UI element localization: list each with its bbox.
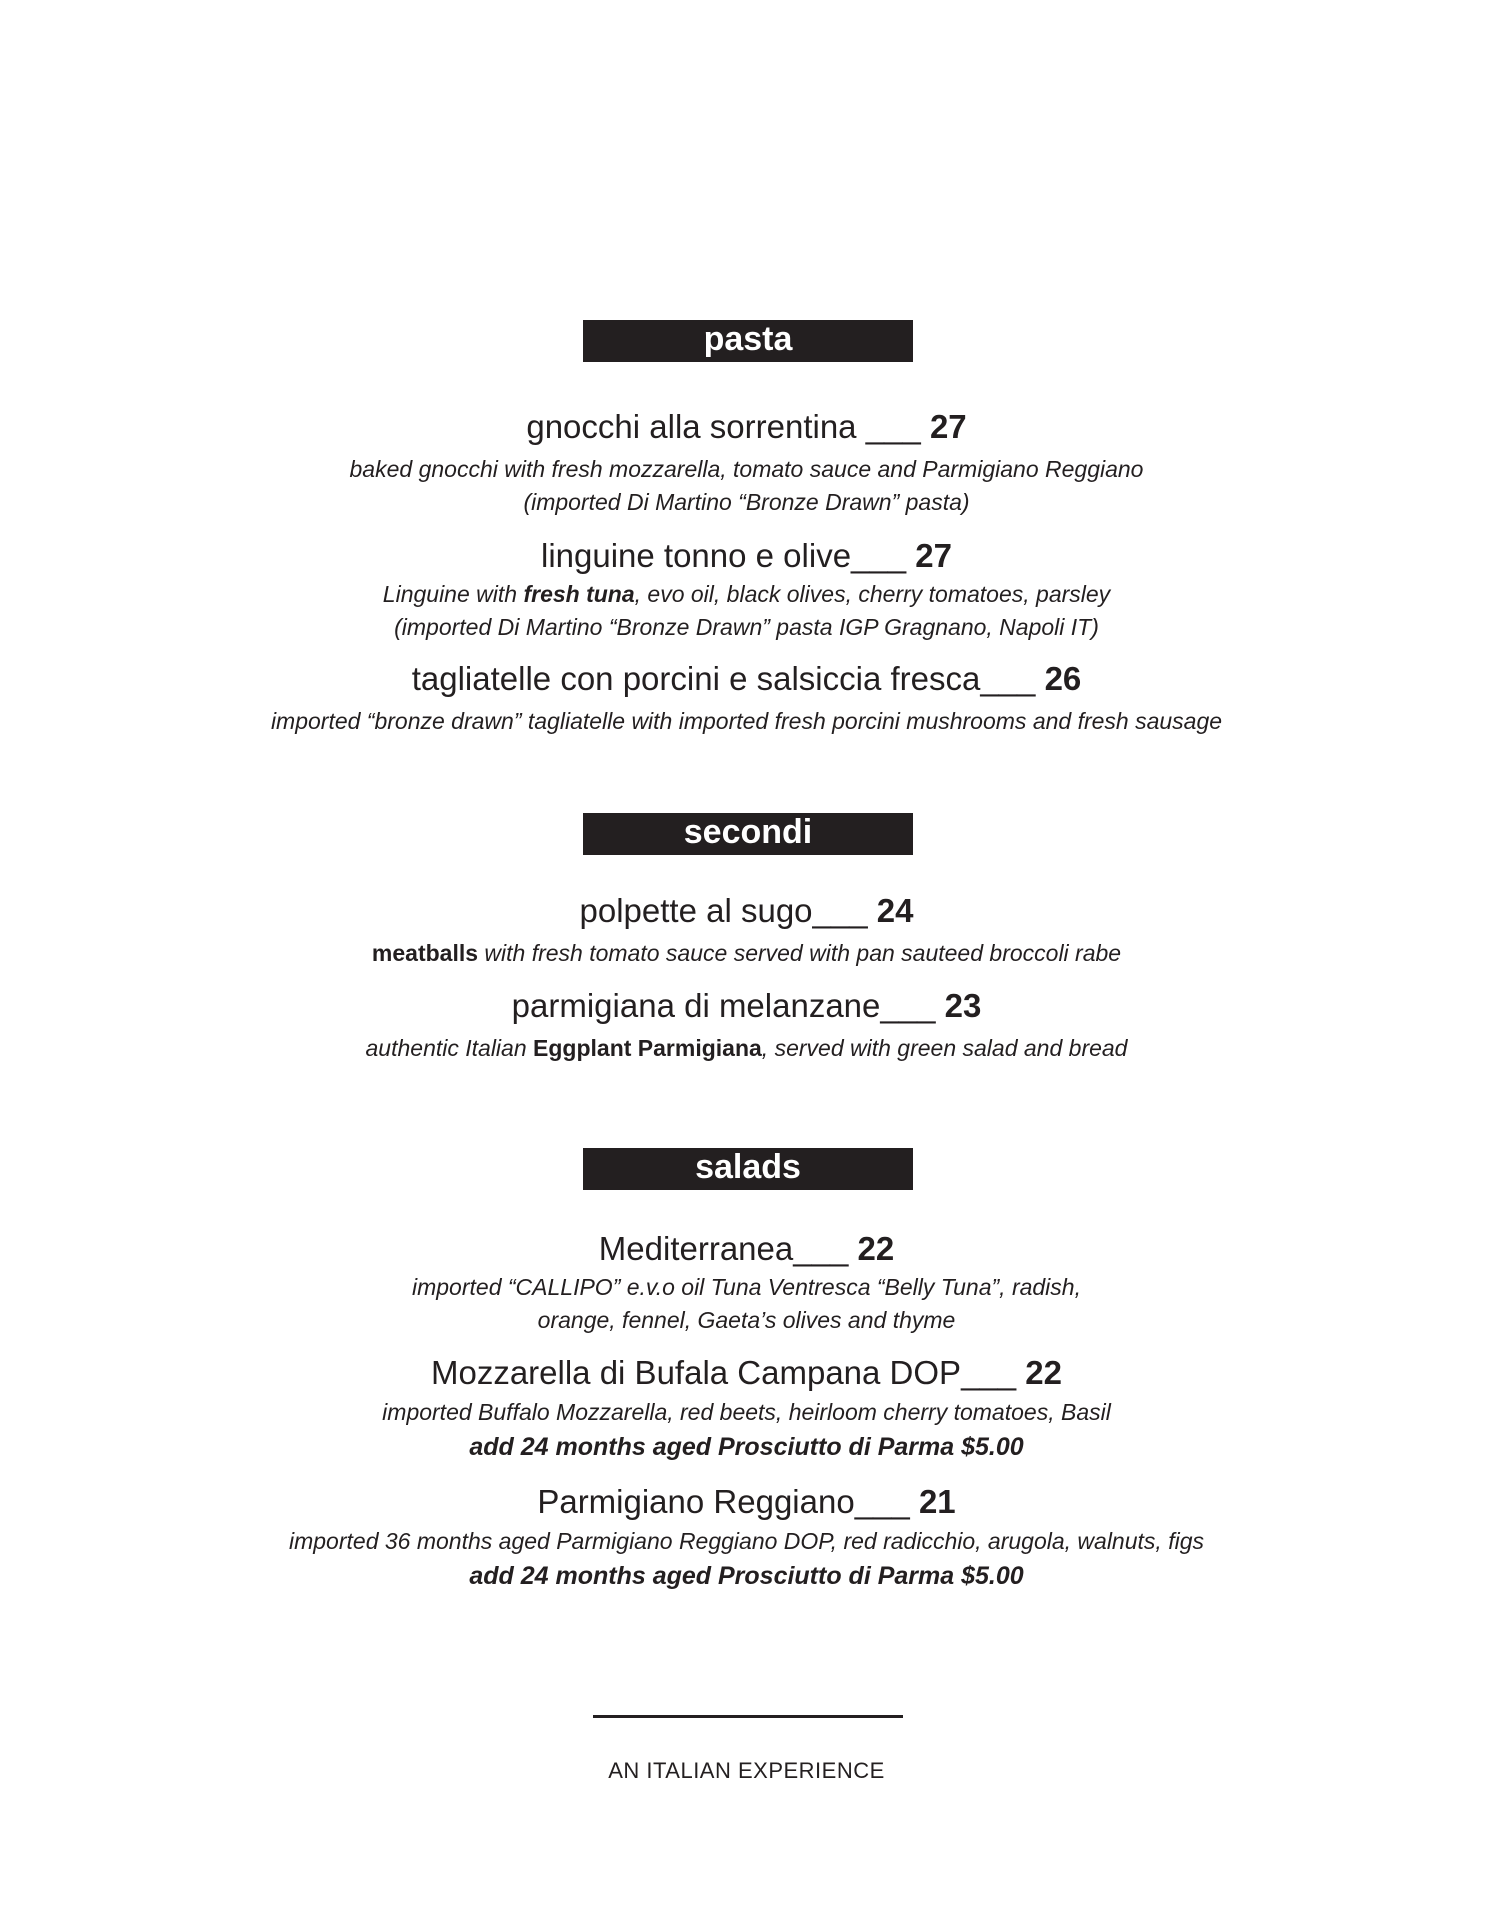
- dish-price: 24: [876, 892, 914, 929]
- footer-divider: [593, 1715, 903, 1718]
- dish-name: parmigiana di melanzane___: [511, 987, 945, 1024]
- dish-name: gnocchi alla sorrentina ___: [526, 408, 930, 445]
- dish-tagliatelle-porcini: [0, 659, 1493, 699]
- dish-description: imported “bronze drawn” tagliatelle with imported fresh porcini mushrooms and fresh sausage: [270, 708, 1223, 734]
- dish-parmigiano-reggiano: [0, 1482, 1493, 1522]
- section-header-pasta: pasta: [583, 320, 913, 362]
- footer-tagline: AN ITALIAN EXPERIENCE: [608, 1758, 885, 1783]
- dish-description: [0, 1033, 1493, 1063]
- dish-description: baked gnocchi with fresh mozzarella, tomato sauce and Parmigiano Reggiano: [349, 456, 1144, 482]
- dish-addon: add 24 months aged Prosciutto di Parma $5.00: [469, 1562, 1024, 1590]
- dish-description: [0, 938, 1493, 968]
- dish-polpette-al-sugo: [0, 891, 1493, 931]
- dish-price: 22: [1025, 1354, 1063, 1391]
- dish-price: 26: [1044, 660, 1082, 697]
- dish-description: imported “CALLIPO” e.v.o oil Tuna Ventresca “Belly Tuna”, radish,: [412, 1274, 1081, 1300]
- dish-price: 27: [929, 408, 967, 445]
- dish-name: linguine tonno e olive___: [540, 537, 916, 574]
- dish-name: Mozzarella di Bufala Campana DOP___: [430, 1354, 1026, 1391]
- dish-parmigiana-di-melanzane: [0, 986, 1493, 1026]
- desc-text: , evo oil, black olives, cherry tomatoes, parsley: [634, 581, 1111, 607]
- dish-description: [0, 579, 1493, 609]
- dish-name: tagliatelle con porcini e salsiccia fresca___: [411, 660, 1045, 697]
- desc-highlight: meatballs: [371, 940, 479, 966]
- dish-mediterranea: [0, 1229, 1493, 1269]
- desc-text: authentic Italian: [365, 1035, 534, 1061]
- dish-addon: add 24 months aged Prosciutto di Parma $5.00: [469, 1433, 1024, 1461]
- dish-linguine-tonno-e-olive: [0, 536, 1493, 576]
- dish-price: 22: [857, 1230, 895, 1267]
- dish-description: orange, fennel, Gaeta’s olives and thyme: [537, 1307, 956, 1333]
- dish-name: polpette al sugo___: [579, 892, 877, 929]
- dish-description: imported Buffalo Mozzarella, red beets, heirloom cherry tomatoes, Basil: [382, 1399, 1111, 1425]
- dish-price: 21: [918, 1483, 956, 1520]
- dish-mozzarella-di-bufala: [0, 1353, 1493, 1393]
- dish-name: Mediterranea___: [598, 1230, 858, 1267]
- section-header-secondi: secondi: [583, 813, 913, 855]
- dish-description: imported 36 months aged Parmigiano Reggiano DOP, red radicchio, arugola, walnuts, figs: [289, 1528, 1204, 1554]
- desc-text: Linguine with: [382, 581, 524, 607]
- dish-price: 23: [944, 987, 982, 1024]
- dish-description: (imported Di Martino “Bronze Drawn” pasta IGP Gragnano, Napoli IT): [394, 614, 1099, 640]
- dish-gnocchi-alla-sorrentina: [0, 407, 1493, 447]
- desc-text: , served with green salad and bread: [761, 1035, 1128, 1061]
- desc-text: with fresh tomato sauce served with pan sauteed broccoli rabe: [478, 940, 1122, 966]
- desc-highlight: Eggplant Parmigiana: [533, 1035, 762, 1061]
- dish-description: (imported Di Martino “Bronze Drawn” pasta): [523, 489, 970, 515]
- desc-highlight: fresh tuna: [523, 581, 635, 607]
- section-header-salads: salads: [583, 1148, 913, 1190]
- dish-name: Parmigiano Reggiano___: [537, 1483, 919, 1520]
- dish-price: 27: [915, 537, 952, 574]
